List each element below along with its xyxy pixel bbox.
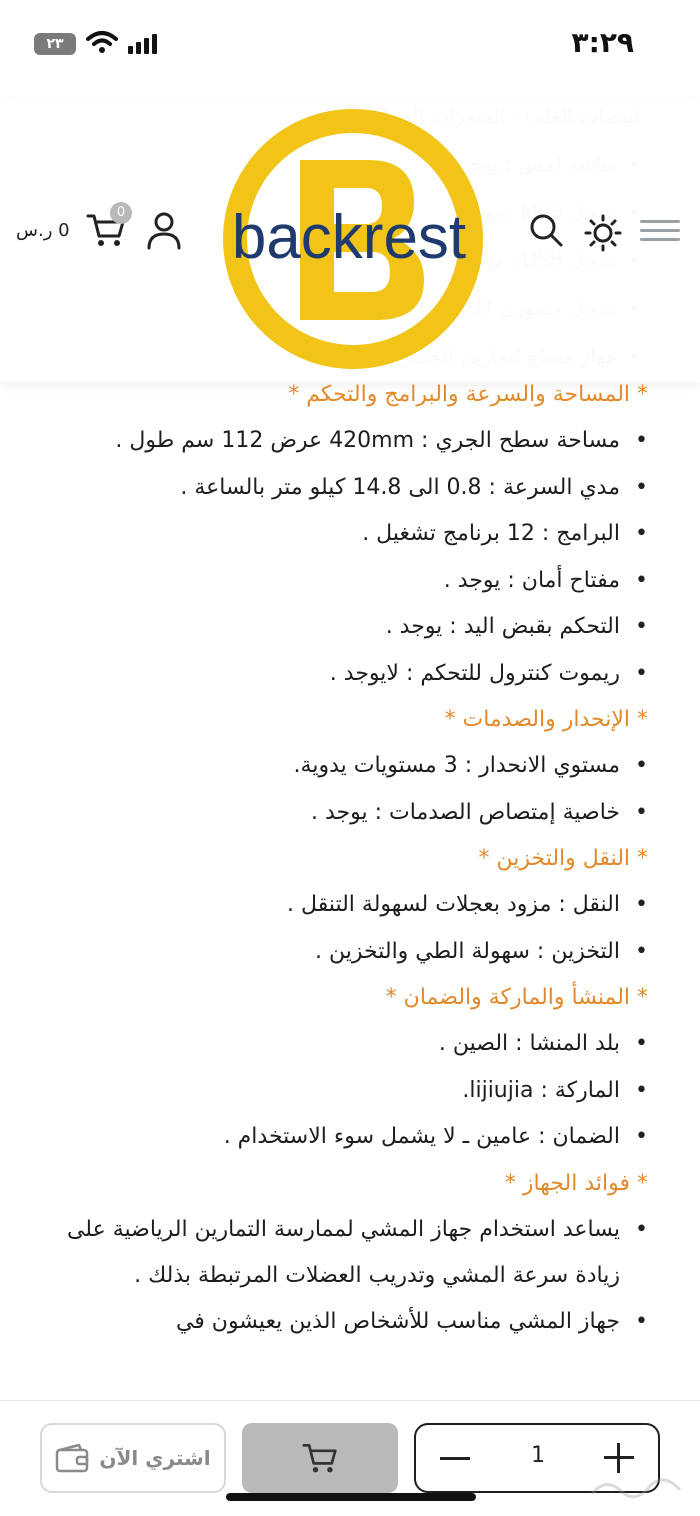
list-item: • التخزين : سهولة الطي والتخزين . (40, 929, 648, 976)
add-to-cart-button[interactable] (242, 1423, 398, 1493)
sun-icon[interactable] (584, 214, 622, 252)
section-title: * فوائد الجهاز * (504, 1170, 648, 1196)
status-time: ٣:٢٩ (571, 26, 634, 59)
spec-list (40, 882, 648, 975)
spec-list (40, 418, 648, 697)
section-title: * النقل والتخزين * (478, 846, 648, 871)
list-item: • النقل : مزود بعجلات لسهولة التنقل . (40, 882, 648, 929)
spec-list (40, 1021, 648, 1161)
cart-count-badge: 0 (110, 202, 132, 224)
backrest-logo[interactable] (218, 104, 488, 374)
section-title: * المساحة والسرعة والبرامج والتحكم * (288, 382, 648, 407)
list-item: • بلد المنشا : الصين . (40, 1021, 648, 1068)
battery-icon: ٢٣ (34, 33, 76, 55)
section-title: * المنشأ والماركة والضمان * (385, 985, 648, 1010)
status-bar (0, 0, 700, 80)
list-item: • ريموت كنترول للتحكم : لايوجد . (40, 651, 648, 698)
user-icon[interactable] (146, 210, 182, 250)
buy-now-label: اشتري الآن (99, 1446, 211, 1470)
buy-now-button[interactable] (40, 1423, 226, 1493)
list-item: • خاصية إمتصاص الصدمات : يوجد . (40, 790, 648, 837)
list-item: • التحكم بقبض اليد : يوجد . (40, 604, 648, 651)
list-item: • يساعد استخدام جهاز المشي لممارسة التمارين الرياضية على زيادة سرعة المشي وتدريب العضلات المرتبطة بذلك . (40, 1207, 648, 1299)
list-item: • البرامج : 12 برنامج تشغيل . (40, 511, 648, 558)
section-title: * الإنحدار والصدمات * (444, 707, 648, 732)
list-item: • الضمان : عامين ـ لا يشمل سوء الاستخدام . (40, 1114, 648, 1161)
haraj-watermark-icon (586, 1466, 686, 1506)
cart-icon (302, 1440, 338, 1476)
spec-list (40, 1207, 648, 1346)
product-description (40, 372, 648, 1345)
quantity-value[interactable]: 1 (531, 1443, 545, 1468)
decrease-quantity-button[interactable] (440, 1447, 470, 1469)
signal-icon (128, 34, 160, 54)
list-item: • مدي السرعة : 0.8 الى 14.8 كيلو متر بالساعة . (40, 465, 648, 512)
list-item: • الماركة : lijiujia. (40, 1068, 648, 1115)
list-item: • مفتاح أمان : يوجد . (40, 558, 648, 605)
cart-total[interactable]: 0 ر.س (16, 220, 70, 241)
list-item: • مساحة سطح الجري : 420mm عرض 112 سم طول . (40, 418, 648, 465)
wallet-icon (55, 1443, 89, 1473)
search-icon[interactable] (528, 212, 564, 248)
wifi-icon (86, 30, 118, 54)
site-header (0, 100, 700, 382)
hamburger-icon[interactable] (640, 214, 680, 250)
list-item: • جهاز المشي مناسب للأشخاص الذين يعيشون في (40, 1299, 648, 1346)
logo-text: backrest (231, 203, 467, 272)
home-indicator (226, 1493, 476, 1501)
spec-list (40, 743, 648, 836)
list-item: • مستوي الانحدار : 3 مستويات يدوية. (40, 743, 648, 790)
